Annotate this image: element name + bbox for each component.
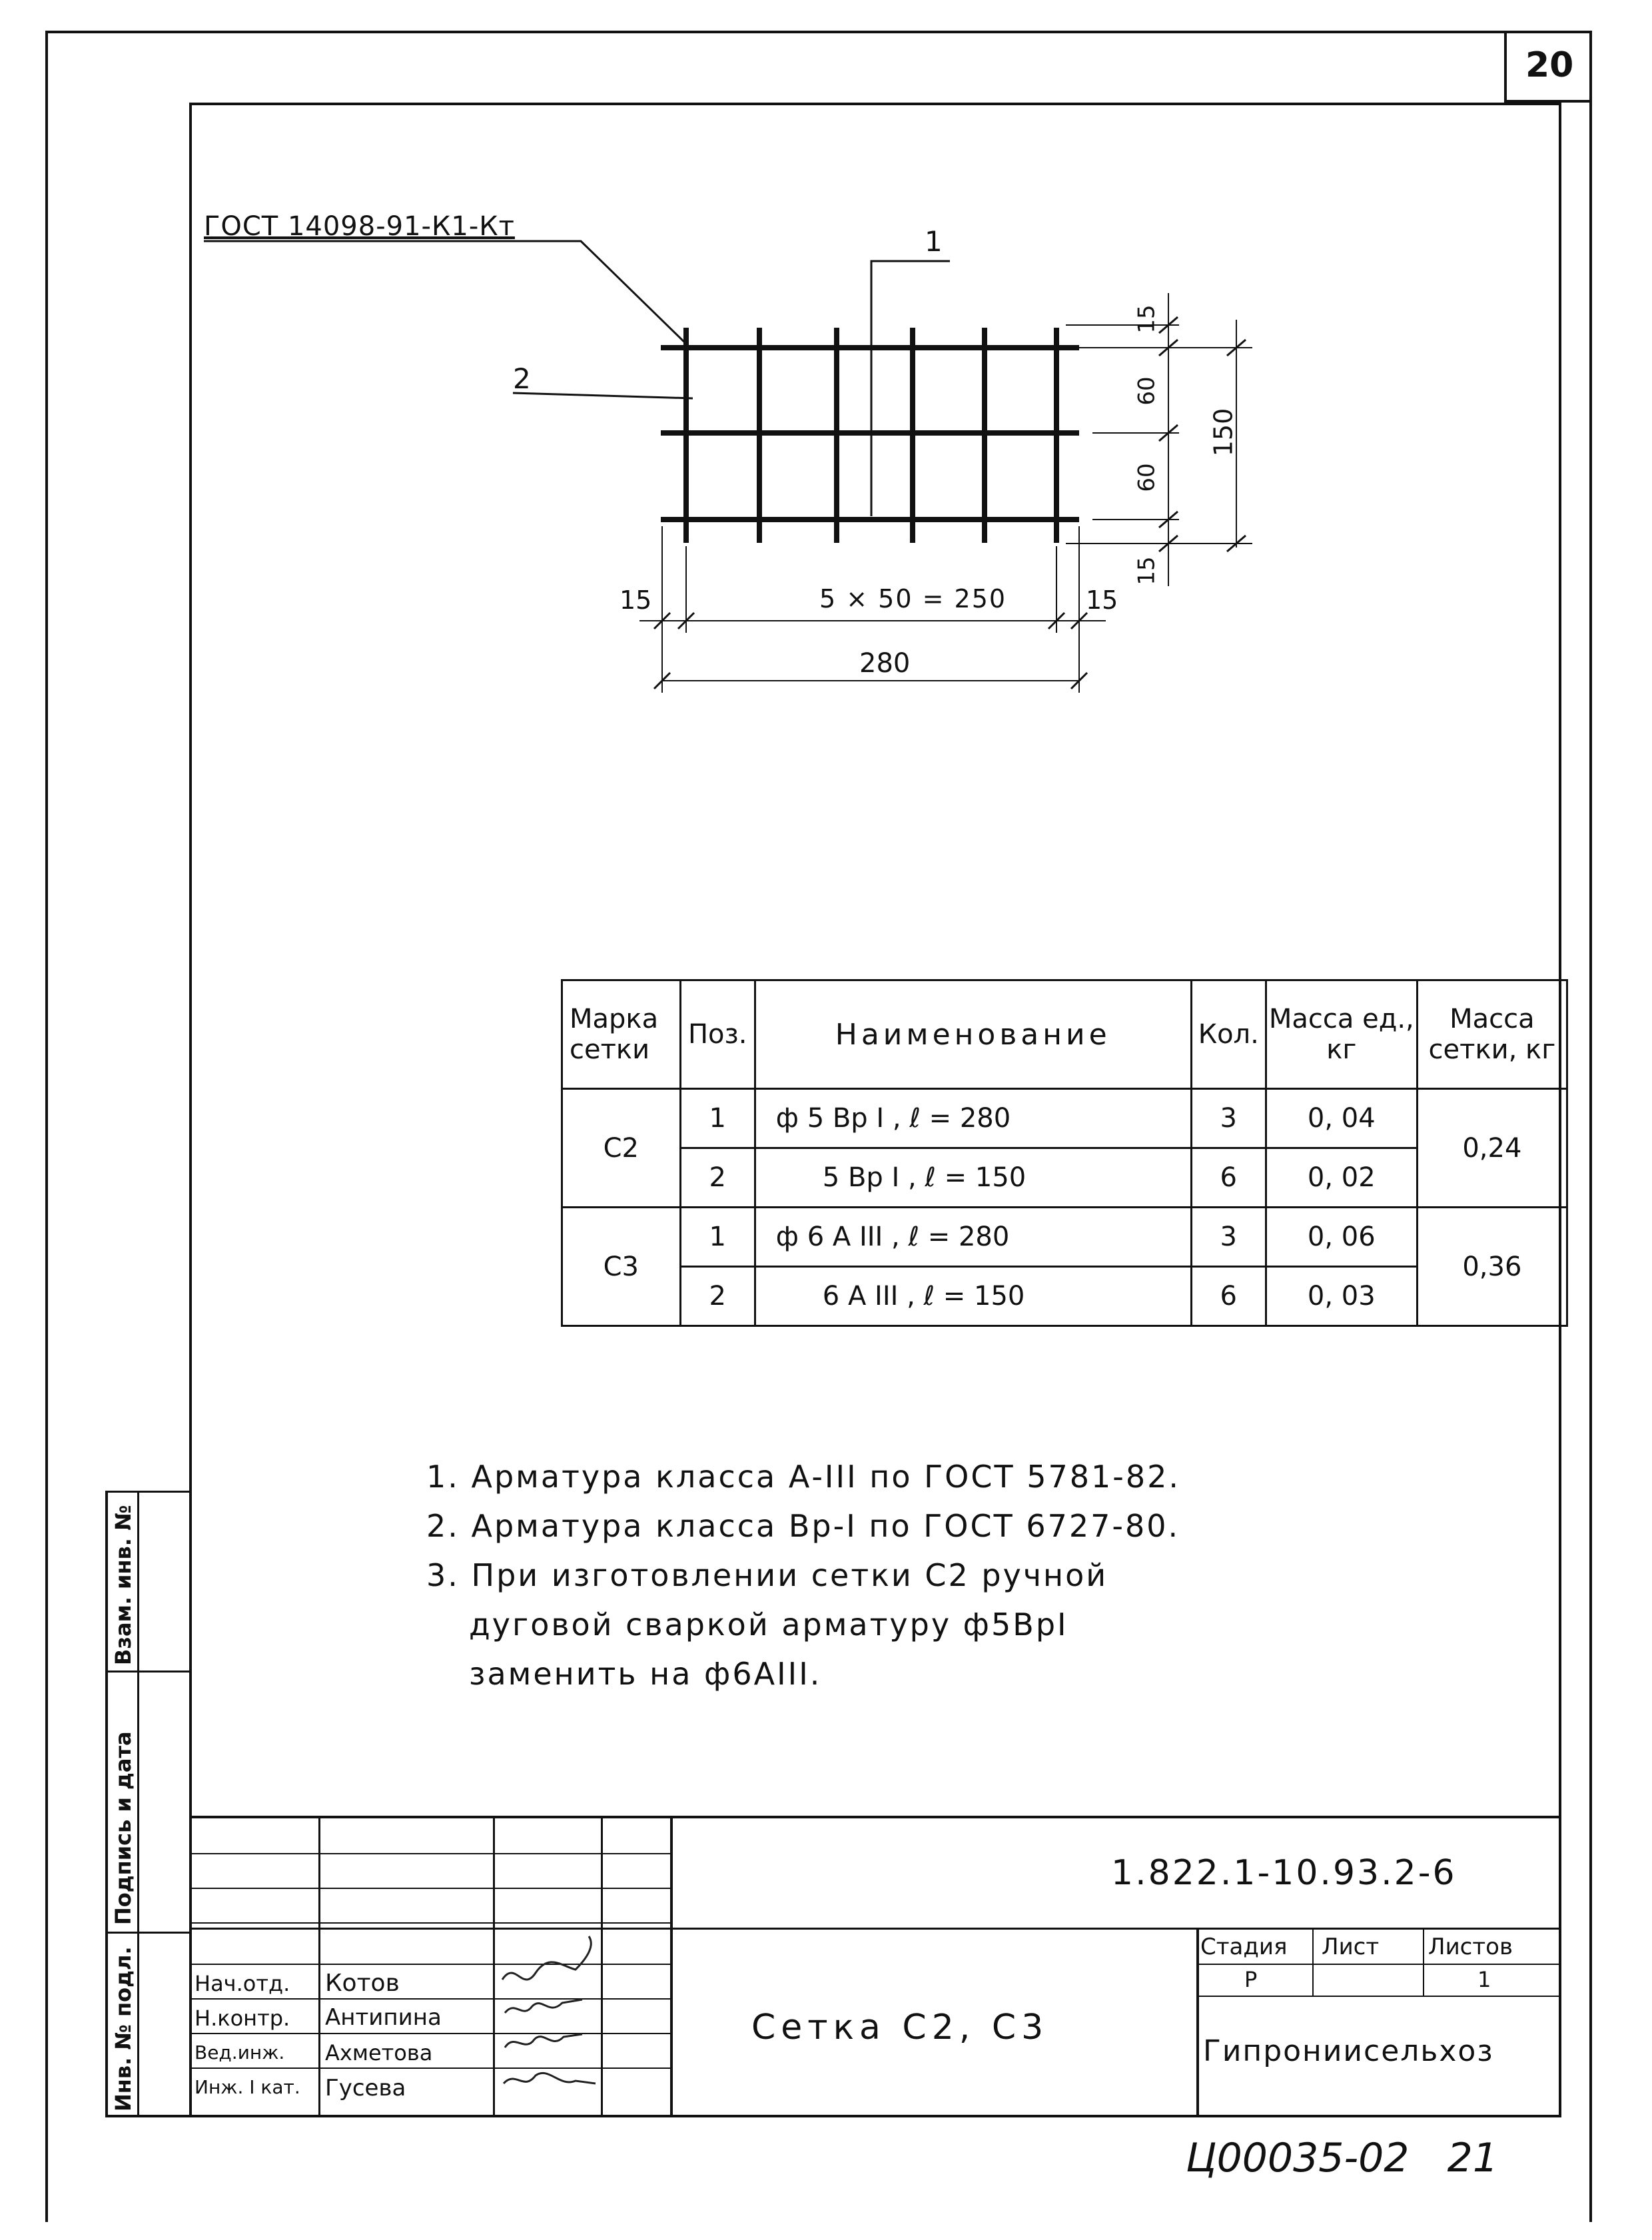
mesh-drawing [0,0,1652,733]
dim-mid-60a: 60 [1133,376,1160,406]
name-cell: 5 Вр I , ℓ = 150 [755,1148,1191,1208]
dim-total-150: 150 [1208,408,1238,457]
col-total-mass: Масса сетки, кг [1417,980,1567,1089]
specification-table [561,979,1568,1327]
tb-col1 [318,1816,320,2115]
stage-value: Р [1244,1967,1258,1992]
name-2: Антипина [325,2004,442,2031]
tb-mid [192,1928,1559,1930]
tb-stage-row1 [1196,1964,1559,1965]
side-podpis-data: Подпись и дата [111,1731,136,1925]
note-3-cont2: заменить на ф6АIII. [469,1656,822,1692]
mark-cell: С2 [562,1089,681,1208]
note-1: 1. Арматура класса А-III по ГОСТ 5781-82. [426,1459,1181,1495]
total-mass-cell: 0,24 [1417,1089,1567,1208]
page-number: 20 [1525,45,1574,85]
col-qty: Кол. [1191,980,1266,1089]
tb-row1 [192,1853,671,1854]
tb-row2 [192,1888,671,1889]
tb-stage-left [1196,1928,1199,2115]
side-stamp-left [105,1491,108,2117]
notes [426,1459,1180,1705]
total-mass-cell: 0,36 [1417,1208,1567,1326]
footer-code: Ц00035-02 21 [1186,2135,1499,2181]
inner-frame-bottom [105,2115,1561,2117]
role-3: Вед.инж. [195,2042,285,2063]
dim-total-280: 280 [859,648,911,679]
unit-mass-cell: 0, 06 [1266,1208,1417,1267]
tb-row3 [192,1922,671,1924]
side-stamp-inner [137,1491,139,2117]
role-1: Нач.отд. [195,1971,290,1996]
unit-mass-cell: 0, 03 [1266,1267,1417,1326]
stage-label: Стадия [1200,1934,1288,1960]
pos-cell: 1 [680,1208,755,1267]
name-cell: ф 5 Вр I , ℓ = 280 [755,1089,1191,1148]
col-unit-mass: Масса ед., кг [1266,980,1417,1089]
table-header-row [562,980,1567,1089]
unit-mass-cell: 0, 02 [1266,1148,1417,1208]
name-4: Гусева [325,2075,406,2101]
sheet-title: Сетка С2, С3 [751,2008,1049,2048]
dim-span-250: 5 × 50 = 250 [819,584,1007,613]
qty-cell: 6 [1191,1267,1266,1326]
note-2: 2. Арматура класса Вр-I по ГОСТ 6727-80. [426,1508,1180,1544]
pos-cell: 2 [680,1267,755,1326]
signatures [496,1933,602,2113]
tb-col2 [493,1816,495,2115]
side-stamp-div2 [105,1932,192,1934]
mark-cell: С3 [562,1208,681,1326]
side-stamp-div1 [105,1671,192,1673]
table-row [562,1089,1567,1148]
qty-cell: 3 [1191,1089,1266,1148]
callout-1: 1 [925,225,943,258]
note-3: 3. При изготовлении сетки С2 ручной [426,1557,1108,1593]
name-cell: ф 6 А III , ℓ = 280 [755,1208,1191,1267]
note-3-cont: дуговой сваркой арматуру ф5ВрI [469,1607,1068,1643]
side-stamp-top [105,1491,192,1493]
tb-stage-row2 [1196,1996,1559,1997]
qty-cell: 3 [1191,1208,1266,1267]
col-name: Наименование [755,980,1191,1089]
dim-mid-60b: 60 [1133,463,1160,492]
side-inv-podl: Инв. № подл. [111,1946,136,2111]
side-vzam-inv: Взам. инв. № [111,1505,136,1665]
dim-bottom-15: 15 [1133,556,1160,585]
qty-cell: 6 [1191,1148,1266,1208]
organization: Гипрониисельхоз [1203,2034,1494,2068]
name-cell: 6 А III , ℓ = 150 [755,1267,1191,1326]
role-4: Инж. I кат. [195,2076,300,2098]
tb-stage-col1 [1312,1928,1314,1997]
tb-col4 [670,1816,673,2115]
col-pos: Поз. [680,980,755,1089]
tb-top [192,1816,1559,1818]
sheets-label: Листов [1428,1934,1513,1960]
doc-code: 1.822.1-10.93.2-6 [1111,1853,1457,1893]
pos-cell: 2 [680,1148,755,1208]
tb-stage-col2 [1423,1928,1424,1997]
pos-cell: 1 [680,1089,755,1148]
title-block [192,1816,1559,2115]
unit-mass-cell: 0, 04 [1266,1089,1417,1148]
name-1: Котов [325,1970,400,1997]
dim-right-15: 15 [1086,585,1118,615]
callout-2: 2 [513,362,531,395]
col-mark: Марка сетки [562,980,681,1089]
table-row [562,1267,1567,1326]
dim-top-15: 15 [1133,304,1160,334]
standard-label: ГОСТ 14098-91-К1-Кт [204,211,515,242]
table-row [562,1208,1567,1267]
name-3: Ахметова [325,2040,433,2065]
role-2: Н.контр. [195,2006,290,2031]
sheets-value: 1 [1477,1967,1491,1992]
dim-left-15: 15 [620,585,652,615]
sheet-label: Лист [1322,1934,1380,1960]
table-row [562,1148,1567,1208]
